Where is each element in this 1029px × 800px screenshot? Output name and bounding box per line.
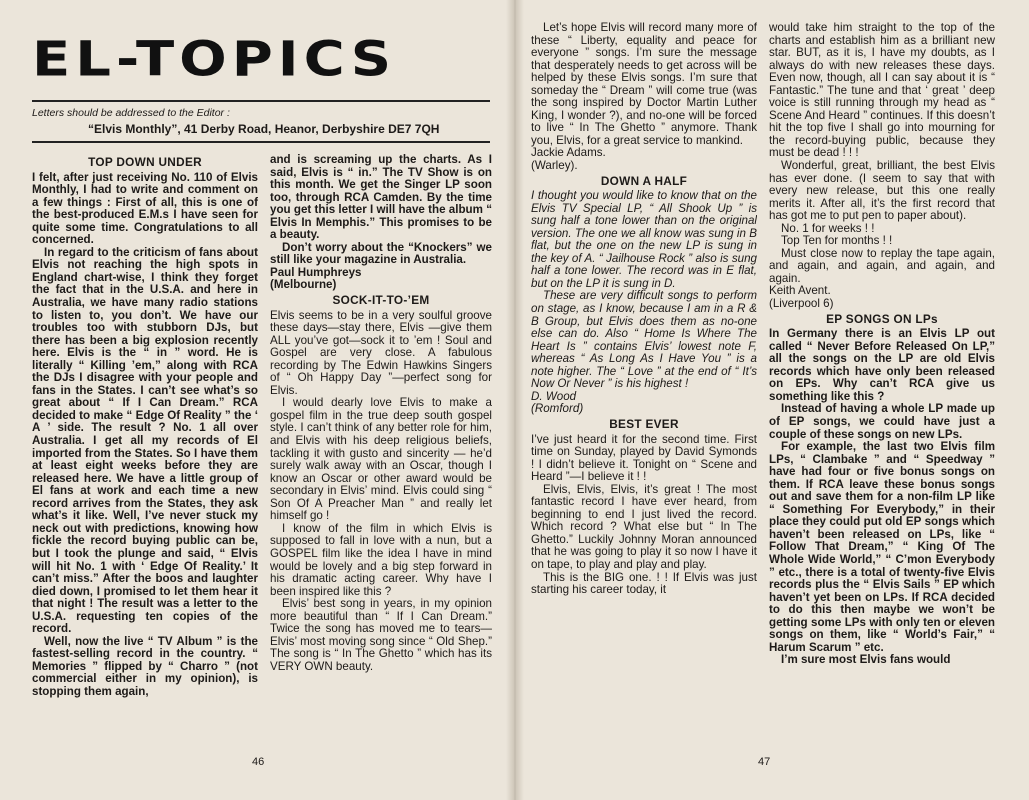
letter-location: (Liverpool 6) bbox=[769, 297, 834, 311]
letter-paragraph: These are very difficult songs to perform on stage, as I know, because I am in a R & B Group, but Elvis does them as no-one else can do. Also “ Home Is Where The Heart Is ” contains Elvis’ lowest note F, whereas “ As Long As I Have You ” is a note higher. The “ Love ” at the end of “ It’s Now Or Never ” is his highest ! bbox=[531, 289, 757, 391]
divider bbox=[32, 100, 490, 102]
column-1 bbox=[32, 154, 258, 754]
letter-paragraph: In regard to the criticism of fans about Elvis not reaching the high spots in England chart-wise, I think they forget the fact that in the U.S.A. and here in Australia, we have many radio stations to listen to, you don’t. We have our troubles too with stubborn DJs, but there has been a big explosion recently here. Elvis is the “ in ” word. He is literally “ Killing ’em,” along with RCA the DJs I disagree with your people and fans in the States. I can’t see what’s so great about “ If I Can Dream.” RCA decided to make “ Edge Of Reality ” the ‘ A ’ side. The result ? No. 1 all over Australia. I get all my records of El imported from the States. So I have them at least eight weeks before they are released here. We have a little group of El fans at work and each time a new record arrives from the States, they ask what’s it like. Well, I’ve never stuck my neck out with predictions, knowing how fickle the record buying public can be, but I took the plunge and said, “ Elvis will hit No. 1 with ‘ Edge Of Reality.’ It can’t miss.” After the boos and laughter died down, I promised to let them hear it that night ! The result was a letter to the U.S.A. requesting ten copies of the record. bbox=[32, 245, 258, 636]
divider bbox=[32, 141, 490, 143]
letter-paragraph: I thought you would like to know that on the Elvis TV Special LP, “ All Shook Up ” is sung half a tone lower than on the original version. The one we all know was sung in B flat, but the one on the new LP is sung in the key of A. “ Jailhouse Rock ” also is sung half a tone lower. The record was in E flat, but on the LP it is sung in D. bbox=[531, 189, 757, 290]
letter-paragraph: In Germany there is an Elvis LP out called “ Never Before Released On LP,” all the songs on the LP are old Elvis records which have only been released on EPs. Why can’t RCA give us something like this ? bbox=[769, 327, 995, 403]
letter-paragraph: Instead of having a whole LP made up of EP songs, we could have just a couple of these songs on new LPs. bbox=[769, 402, 995, 441]
letter-paragraph: I would dearly love Elvis to make a gospel film in the true deep south gospel style. I can’t think of any better role for him, and Elvis with his deep religious beliefs, tackling it with gusto and sincerity — he’d surely walk away with an Oscar, though I know an Oscar or other award would be secondary in Elvis’ mind. Elvis could sing “ Son Of A Preacher Man ” and really let himself go ! bbox=[270, 396, 492, 523]
letter-paragraph: Elvis’ best song in years, in my opinion more beautiful than “ If I Can Dream.” Twice the song has moved me to tears—Elvis’ most moving song since “ Old Shep.” The song is “ In The Ghetto ” which has its VERY OWN beauty. bbox=[270, 597, 492, 673]
letter-signature: Paul Humphreys bbox=[270, 265, 362, 279]
column-3 bbox=[531, 22, 757, 762]
letter-paragraph: Elvis, Elvis, Elvis, it’s great ! The most fantastic record I have ever heard, from beginning to end I just lived the record. Which record ? What else but “ In The Ghetto.” Luckily Johnny Moran announced that he was going to play it so now I have it on tape, to play and play and play. bbox=[531, 482, 757, 571]
letter-paragraph: and is screaming up the charts. As I said, Elvis is “ in.” The TV Show is on this month. We get the Singer LP soon too, through RCA Camden. By the time you get this letter I will have the album “ Elvis In Memphis.” This promises to be a beauty. bbox=[270, 154, 492, 242]
letter-paragraph: Well, now the live “ TV Album ” is the fastest-selling record in the country. “ Memories ” flipped by “ Charro ” (not commercial either in my opinion), is stopping them again, bbox=[32, 634, 258, 698]
letter-paragraph: Don’t worry about the “Knockers” we still like your magazine in Australia. bbox=[270, 240, 492, 267]
letter-heading: DOWN A HALF bbox=[600, 173, 688, 188]
left-page bbox=[0, 0, 512, 800]
letter-location: (Warley). bbox=[531, 159, 578, 173]
letter-paragraph: I’m sure most Elvis fans would bbox=[781, 653, 951, 667]
masthead-title: EL-TOPICS bbox=[32, 31, 397, 88]
letter-heading: SOCK-IT-TO-’EM bbox=[332, 293, 430, 308]
page-number: 46 bbox=[252, 756, 265, 768]
letter-signature: D. Wood bbox=[531, 389, 577, 403]
letter-heading: TOP DOWN UNDER bbox=[88, 155, 202, 169]
letter-paragraph: No. 1 for weeks ! ! bbox=[781, 221, 875, 235]
letter-signature: Keith Avent. bbox=[769, 284, 831, 298]
letter-signature: Jackie Adams. bbox=[531, 146, 606, 160]
letter-heading: BEST EVER bbox=[609, 416, 679, 431]
letter-paragraph: I know of the film in which Elvis is supposed to fall in love with a nun, but a GOSPEL film like the idea I have in mind would be lovely and a big step forward in his dramatic acting career. Why have I been inspired like this ? bbox=[270, 521, 492, 598]
letter-paragraph: I felt, after just receiving No. 110 of Elvis Monthly, I had to write and comment on a few things : First of all, this is one of the best-produced E.M.s I have seen for quite some time. Congratulations to all concerned. bbox=[32, 170, 258, 247]
letter-paragraph: Must close now to replay the tape again, and again, and again, and again, and again. bbox=[769, 246, 995, 285]
editor-address: “Elvis Monthly”, 41 Derby Road, Heanor, Derbyshire DE7 7QH bbox=[88, 122, 440, 136]
right-page bbox=[518, 0, 1029, 800]
column-4 bbox=[769, 22, 995, 762]
column-2 bbox=[270, 154, 492, 754]
letter-paragraph: Wonderful, great, brilliant, the best Elvis has ever done. (I seem to say that with every new release, but this one really merits it. After all, it’s the first record that has got me to put pen to paper about). bbox=[769, 159, 995, 223]
letter-paragraph: Top Ten for months ! ! bbox=[781, 234, 893, 248]
letter-paragraph: For example, the last two Elvis film LPs, “ Clambake ” and “ Speedway ” have had four or five bonus songs on them. If RCA leave these bonus songs out and save them for a non-film LP like “ Something For Everybody,” in their place they could put old EP songs which haven’t been released on LPs, like “ Follow That Dream,” “ King Of The Whole Wide World,” “ C’mon Everybody ” etc., there is a total of twenty-five Elvis records plus the “ Elvis Sails ” EP which haven’t yet been on LPs. If RCA decided to do this then maybe we won’t be getting some LPs with only ten or eleven songs on them, like “ World’s Fair,” “ Harum Scarum ” etc. bbox=[769, 440, 995, 654]
letter-heading: EP SONGS ON LPs bbox=[826, 311, 938, 326]
letter-location: (Melbourne) bbox=[270, 278, 337, 292]
page-number: 47 bbox=[758, 756, 771, 768]
letter-paragraph: I’ve just heard it for the second time. First time on Sunday, played by David Symonds ! I didn’t believe it. Tonight on “ Scene and Heard ”—I believe it ! ! bbox=[531, 432, 757, 484]
address-note: Letters should be addressed to the Editor : bbox=[32, 107, 230, 119]
letter-paragraph: This is the BIG one. ! ! If Elvis was just starting his career today, it bbox=[531, 570, 757, 597]
letter-location: (Romford) bbox=[531, 402, 584, 416]
book-spine bbox=[506, 0, 524, 800]
letter-paragraph: Let’s hope Elvis will record many more of these “ Liberty, equality and peace for everyone ” songs. I’m sure the message that desperately needs to get across will be helped by these Elvis songs. I’m sure that someday the “ Dream ” will come true (was the song inspired by Doctor Martin Luther King, I wonder ?), and no-one will be forced to live “ In The Ghetto ” anymore. Thank you, Elvis, for a great service to mankind. bbox=[531, 22, 757, 147]
letter-paragraph: Elvis seems to be in a very soulful groove these days—stay there, Elvis —give them ALL you’ve got—sock it to ’em ! Soul and Gospel are very close. A fabulous recording by The Edwin Hawkins Singers of “ Oh Happy Day ”—perfect song for Elvis. bbox=[270, 308, 492, 397]
letter-paragraph: would take him straight to the top of the charts and establish him as a brilliant new star. BUT, as it is, I have my doubts, as I always do with new releases these days. Even now, though, all I can say about it is “ Fantastic.” The tune and that ‘ great ’ deep voice is still running through my head as “ Scene And Heard ” continues. If this doesn’t hit the top five I shall go into mourning for the record-buying public, because they must be dead ! ! ! bbox=[769, 22, 995, 160]
